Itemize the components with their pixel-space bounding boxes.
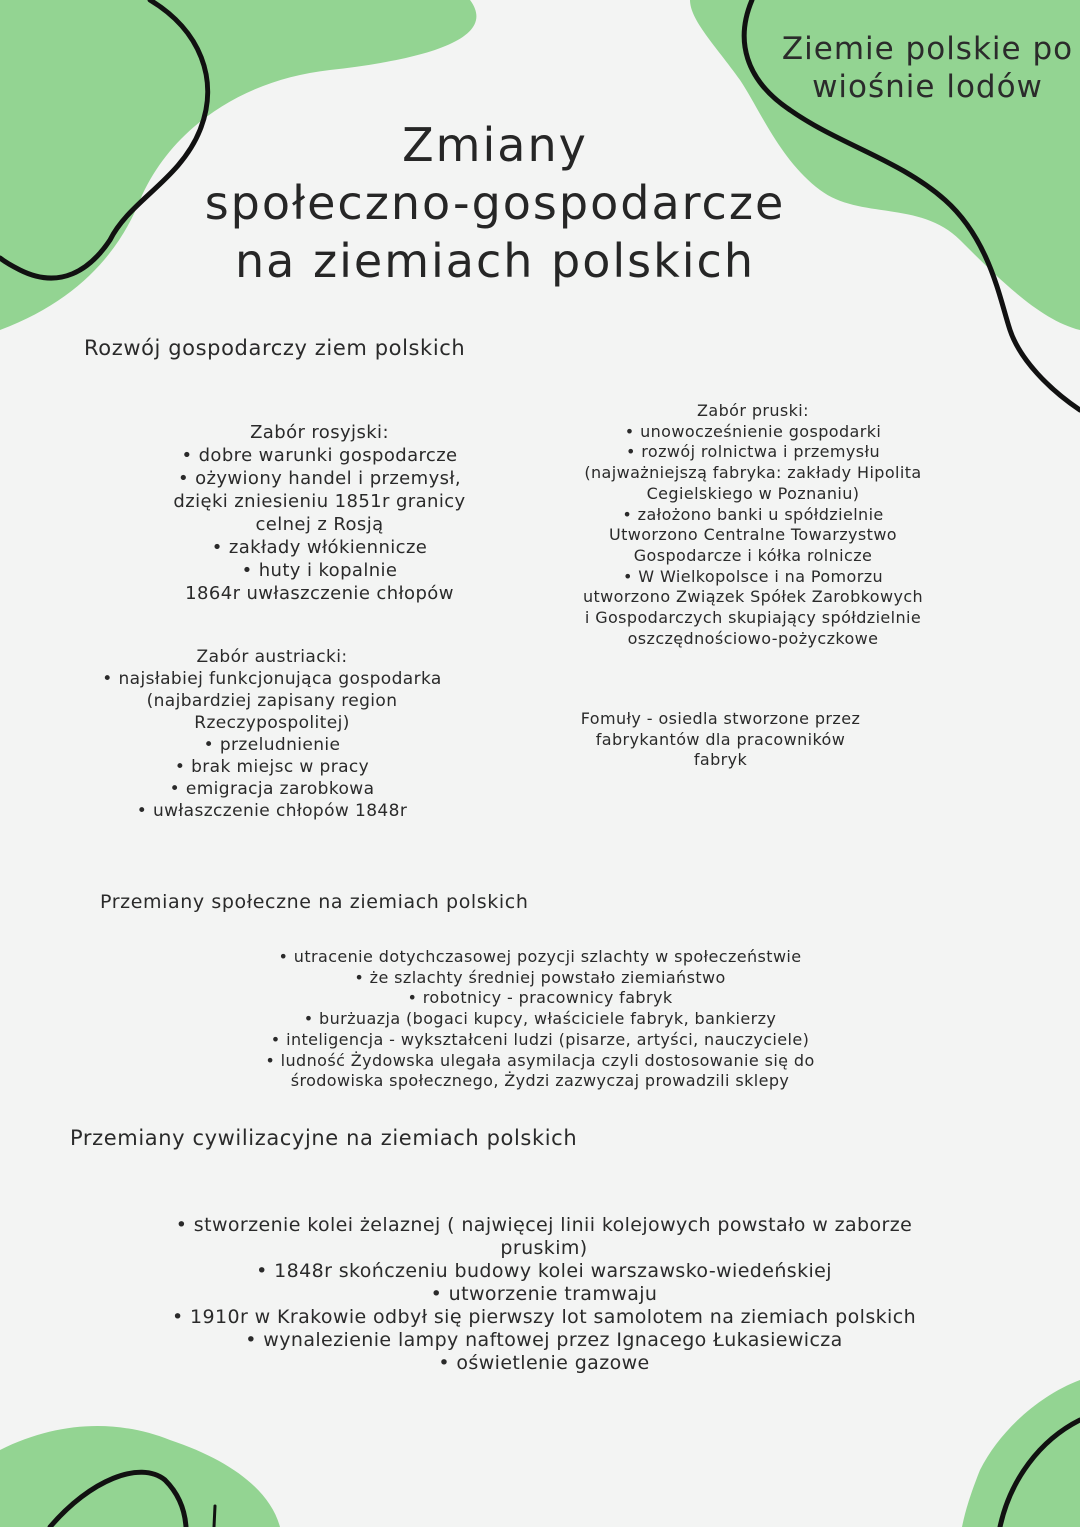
list-item: • wynalezienie lampy naftowej przez Ignacego Łukasiewicza [245,1329,843,1351]
list-item: • ożywiony handel i przemysł, [177,468,462,489]
list-item: i Gospodarczych skupiający spółdzielnie [584,608,922,628]
familoki-note [548,709,893,771]
list-item: • założono banki u spółdzielnie [622,504,884,524]
list-item: • inteligencja - wykształceni ludzi (pisarze, artyści, nauczyciele) [270,1029,810,1049]
list-item: Zabór austriacki: [196,647,348,667]
list-item: • dobre warunki gospodarcze [181,445,458,466]
list-item: • robotnicy - pracownicy fabryk [407,988,673,1008]
corner-title [760,30,1080,106]
list-item: celnej z Rosją [255,514,384,535]
section-heading-civilization: Przemiany cywilizacyjne na ziemiach polskich [70,1126,578,1150]
list-item: Gospodarcze i kółka rolnicze [633,545,873,565]
list-item: • rozwój rolnictwa i przemysłu [625,442,881,462]
main-title [150,116,840,290]
list-item: • oświetlenie gazowe [438,1352,650,1374]
civilization-changes-list [120,1214,968,1375]
list-item: • emigracja zarobkowa [169,779,375,799]
section-heading-economy: Rozwój gospodarczy ziem polskich [84,336,466,360]
list-item: • ludność Żydowska ulegała asymilacja czyli dostosowanie się do [265,1050,815,1070]
main-title-line-3: na ziemiach polskich [235,234,755,288]
list-item: (najważniejszą fabryka: zakłady Hipolita [584,463,922,483]
section-heading-social: Przemiany społeczne na ziemiach polskich [100,891,529,913]
list-item: utworzono Związek Spółek Zarobkowych [582,587,924,607]
list-item: • że szlachty średniej powstało ziemiaństwo [354,967,726,987]
list-item: oszczędnościowo-pożyczkowe [627,628,879,648]
list-item: • W Wielkopolsce i na Pomorzu [622,566,884,586]
list-item: • 1910r w Krakowie odbył się pierwszy lot samolotem na ziemiach polskich [171,1306,917,1328]
list-item: • brak miejsc w pracy [174,757,370,777]
list-item: • huty i kopalnie [241,560,398,581]
list-item: • uwłaszczenie chłopów 1848r [136,801,408,821]
list-item: 1864r uwłaszczenie chłopów [185,583,454,604]
list-item: • najsłabiej funkcjonująca gospodarka [102,669,442,689]
list-item: • burżuazja (bogaci kupcy, właściciele fabryk, bankierzy [303,1009,777,1029]
list-item: Zabór pruski: [697,401,809,420]
corner-title-line-1: Ziemie polskie po [781,31,1074,67]
list-item: fabrykantów dla pracowników [595,729,846,749]
bottom-left-blob [0,1426,280,1527]
list-item: (najbardziej zapisany region [146,691,398,711]
corner-title-line-2: wiośnie lodów [812,69,1043,105]
list-item: • unowocześnienie gospodarki [624,421,882,441]
bottom-right-blob [962,1380,1080,1527]
zabor-austriacki-block [62,646,482,822]
list-item: Zabór rosyjski: [250,422,389,443]
list-item: • utworzenie tramwaju [430,1283,658,1305]
list-item: • 1848r skończeniu budowy kolei warszawsko-wiedeńskiej [256,1260,832,1282]
main-title-line-2: społeczno-gospodarcze [204,176,786,230]
list-item: • stworzenie kolei żelaznej ( najwięcej linii kolejowych powstało w zaborze [175,1214,913,1236]
zabor-rosyjski-block [132,421,507,605]
list-item: Utworzono Centralne Towarzystwo [608,525,898,545]
zabor-pruski-block [548,401,958,649]
list-item: Rzeczypospolitej) [194,713,350,733]
list-item: fabryk [693,750,748,770]
list-item: pruskim) [500,1237,588,1259]
list-item: • zakłady włókiennicze [211,537,428,558]
list-item: • utracenie dotychczasowej pozycji szlachty w społeczeństwie [278,947,802,966]
social-changes-list [200,947,880,1092]
main-title-line-1: Zmiany [402,118,588,172]
bottom-left-tick [214,1506,215,1527]
list-item: Cegielskiego w Poznaniu) [646,483,860,503]
list-item: dzięki zniesieniu 1851r granicy [173,491,466,512]
list-item: • przeludnienie [203,735,341,755]
list-item: Fomuły - osiedla stworzone przez [580,709,861,728]
list-item: środowiska społecznego, Żydzi zazwyczaj prowadzili sklepy [290,1071,790,1091]
